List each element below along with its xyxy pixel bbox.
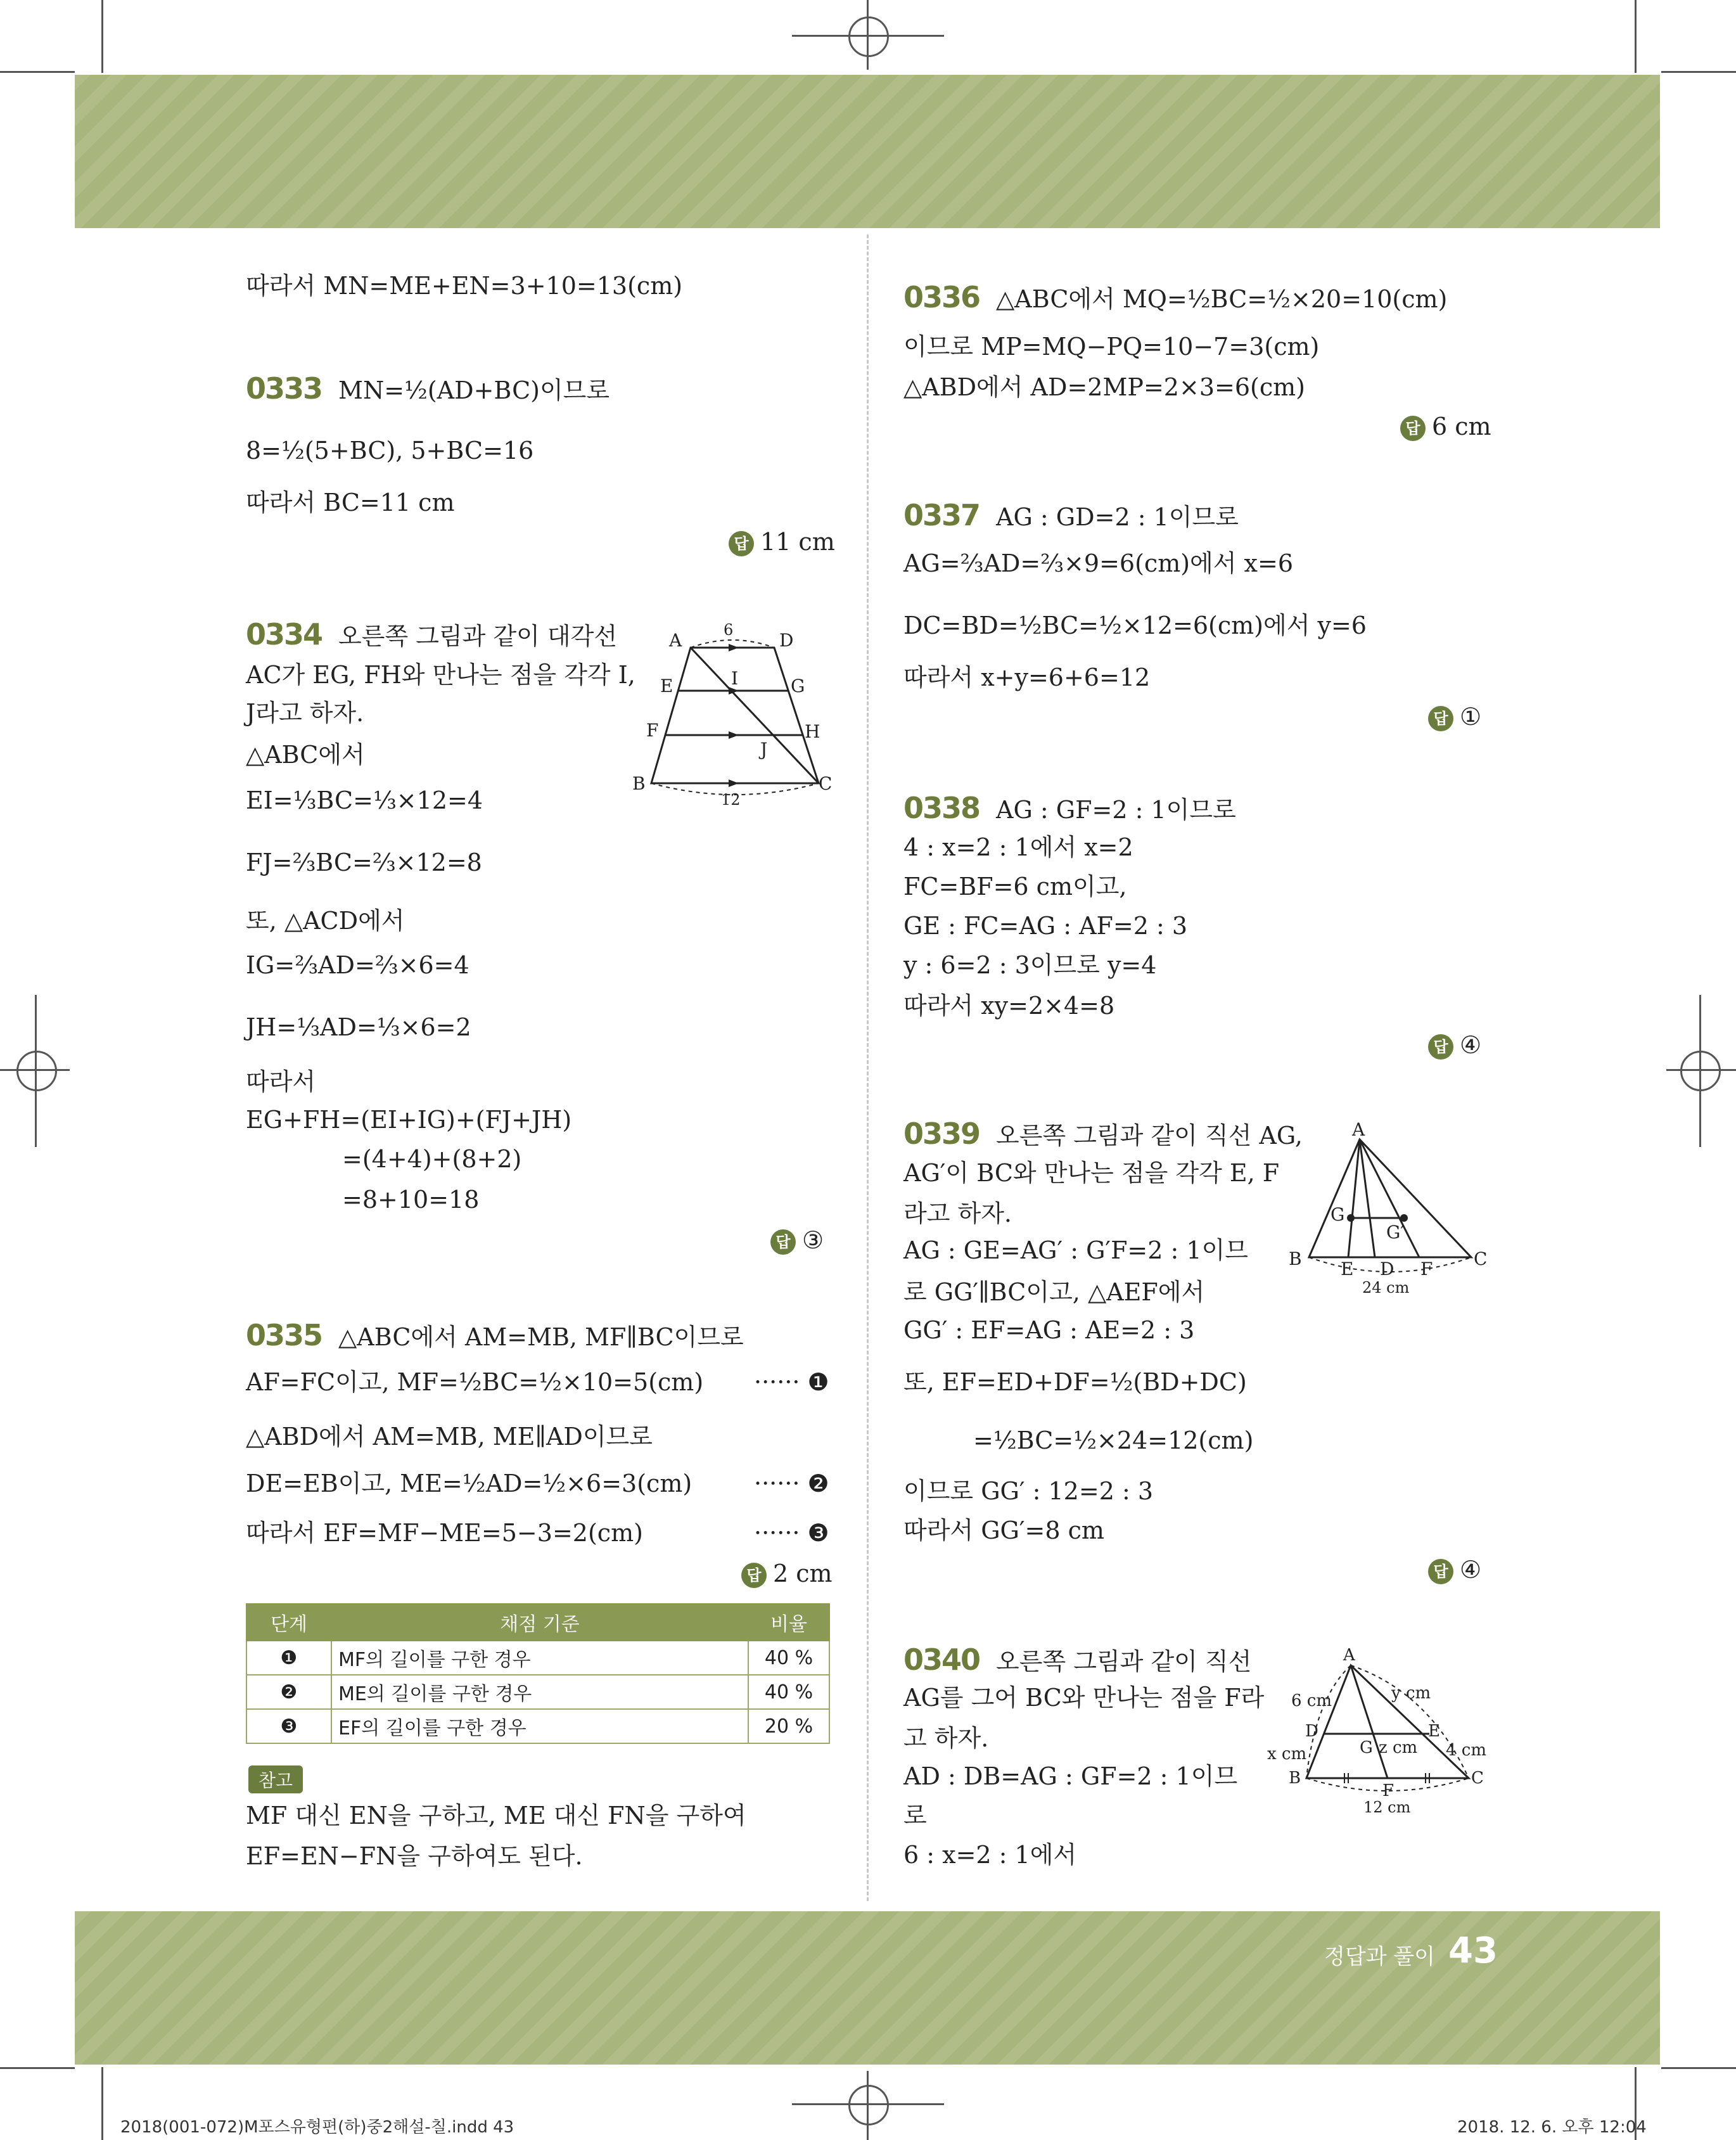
label-C: C [819,773,833,794]
label-H: H [805,721,820,742]
registration-mark [16,1051,57,1091]
label-F: F [1420,1259,1433,1279]
triangle-figure-0340 [1265,1641,1499,1825]
text-line: AG : GE=AG′ : G′F=2 : 1이므 [903,1236,1249,1264]
label-G: G [1331,1204,1345,1225]
crop-mark [0,2067,75,2069]
step-marker: ······ ❶ [754,1368,829,1396]
label-B: B [632,773,646,794]
answer-badge-icon: 답 [1428,706,1453,731]
crop-mark [792,2103,944,2105]
page-number: 43 [1448,1930,1498,1971]
text-line: EF=EN−FN을 구하여도 된다. [246,1842,583,1870]
text-line: 오른쪽 그림과 같이 대각선 [338,622,618,650]
problem-0340-header [903,1645,1251,1676]
crop-mark [101,0,103,73]
note-tag: 참고 [248,1765,303,1793]
table-row: ❸ EF의 길이를 구한 경우 20 % [246,1709,829,1743]
text-line: IG=⅔AD=⅔×6=4 [246,951,469,979]
crop-mark [867,2071,869,2140]
problem-number: 0335 [246,1318,322,1352]
text-line: 따라서 [246,1068,316,1096]
text-line: FC=BF=6 cm이고, [903,873,1127,900]
problem-number: 0340 [903,1643,980,1677]
answer-badge-icon: 답 [741,1563,767,1588]
table-row: ❶ MF의 길이를 구한 경우 40 % [246,1641,829,1675]
label-F: F [1382,1781,1395,1800]
label-base: 24 cm [1362,1279,1410,1297]
text-line: JH=⅓AD=⅓×6=2 [246,1013,471,1041]
label-6cm: 6 cm [1291,1691,1332,1710]
label-G: G [1360,1738,1373,1757]
label-ycm: y cm [1391,1684,1431,1703]
label-12cm: 12 cm [1363,1798,1411,1816]
text-line: EI=⅓BC=⅓×12=4 [246,786,483,814]
answer-badge-icon: 답 [770,1229,796,1255]
text-line: 로 [903,1802,927,1829]
text-line: 오른쪽 그림과 같이 직선 AG, [996,1122,1303,1150]
text-line: 4 : x=2 : 1에서 x=2 [903,833,1133,861]
text-line: 따라서 x+y=6+6=12 [903,663,1151,691]
text-line: FJ=⅔BC=⅔×12=8 [246,849,482,876]
table-header: 단계 [246,1604,331,1641]
label-A: A [1343,1646,1355,1665]
text-line: 따라서 GG′=8 cm [903,1516,1104,1544]
text-line: AC가 EG, FH와 만나는 점을 각각 I, [246,661,635,689]
problem-0333-header [246,371,610,406]
file-info: 2018(001-072)M포스유형편(하)중2해설-칠.indd 43 [120,2118,514,2137]
problem-number: 0338 [903,791,980,825]
text-line: =8+10=18 [342,1186,480,1214]
problem-0335-header [246,1318,744,1352]
label-4cm: 4 cm [1446,1741,1487,1760]
print-date: 2018. 12. 6. 오후 12:04 [1457,2118,1647,2137]
label-D: D [1380,1259,1395,1279]
label-B: B [1289,1769,1301,1788]
table-header: 채점 기준 [331,1604,748,1641]
text-line: 6 : x=2 : 1에서 [903,1841,1077,1869]
label-J: J [760,739,768,760]
text-line: =½BC=½×24=12(cm) [973,1426,1254,1454]
text-line: 따라서 xy=2×4=8 [903,992,1115,1020]
label-E: E [1341,1259,1354,1279]
text-line: AG : GD=2 : 1이므로 [996,503,1239,531]
table-header: 비율 [748,1604,829,1641]
crop-mark [792,35,944,37]
label-G-prime: G′ [1386,1222,1405,1243]
text-line: EG+FH=(EI+IG)+(FJ+JH) [246,1106,572,1134]
text-line: 따라서 BC=11 cm [246,489,455,516]
text-line: 오른쪽 그림과 같이 직선 [996,1648,1252,1675]
text-line: 따라서 MN=ME+EN=3+10=13(cm) [246,272,683,300]
answer: 답 11 cm [729,527,835,556]
text-line: 고 하자. [903,1724,989,1752]
text-line: 8=½(5+BC), 5+BC=16 [246,437,534,465]
answer-badge-icon: 답 [1428,1559,1453,1584]
label-B: B [1289,1248,1302,1269]
text-line: 따라서 EF=MF−ME=5−3=2(cm) [246,1519,643,1547]
scoring-table [246,1603,830,1744]
text-line: 또, EF=ED+DF=½(BD+DC) [903,1368,1247,1396]
problem-0339-header [903,1119,1303,1150]
answer-badge-icon: 답 [729,531,754,556]
text-line: △ABC에서 MQ=½BC=½×20=10(cm) [996,285,1448,313]
text-line: AG=⅔AD=⅔×9=6(cm)에서 x=6 [903,549,1293,577]
registration-mark [848,16,889,57]
text-line: 로 GG′∥BC이고, △AEF에서 [903,1278,1205,1306]
text-line: MF 대신 EN을 구하고, ME 대신 FN을 구하여 [246,1802,746,1829]
text-line: AD : DB=AG : GF=2 : 1이므 [903,1762,1238,1790]
problem-0334-header [246,617,618,651]
problem-0338-header [903,793,1236,824]
answer: 답 2 cm [741,1559,833,1588]
step-marker: ······ ❷ [754,1470,829,1497]
label-bottom: 12 [721,791,741,809]
text-line: △ABC에서 AM=MB, MF∥BC이므로 [338,1323,744,1351]
problem-number: 0337 [903,498,980,532]
crop-mark [1666,1069,1736,1071]
crop-mark [1635,0,1637,73]
registration-mark [848,2085,889,2125]
label-F: F [646,720,659,741]
text-line: 또, △ACD에서 [246,907,405,935]
step-marker: ······ ❸ [754,1519,829,1547]
text-line: △ABD에서 AD=2MP=2×3=6(cm) [903,373,1305,401]
label-E: E [1428,1722,1440,1741]
label-zcm: z cm [1379,1738,1418,1757]
answer-badge-icon: 답 [1428,1034,1453,1060]
crop-mark [0,71,75,73]
text-line: 라고 하자. [903,1200,1012,1227]
triangle-figure-0339 [1280,1115,1495,1305]
text-line: GE : FC=AG : AF=2 : 3 [903,912,1188,940]
text-line: 이므로 GG′ : 12=2 : 3 [903,1477,1154,1505]
label-I: I [731,668,739,689]
trapezoid-figure [627,621,843,811]
label-D: D [779,630,794,651]
column-divider [867,234,869,1901]
problem-number: 0333 [246,371,322,406]
text-line: △ABD에서 AM=MB, ME∥AD이므로 [246,1423,653,1451]
text-line: MN=½(AD+BC)이므로 [338,376,610,404]
answer: 답 ④ [1428,1555,1481,1584]
label-A: A [1352,1119,1365,1140]
label-G: G [791,676,805,696]
text-line: DC=BD=½BC=½×12=6(cm)에서 y=6 [903,612,1367,639]
text-line: 이므로 MP=MQ−PQ=10−7=3(cm) [903,333,1320,361]
crop-mark [101,2067,103,2140]
header-band [75,75,1660,228]
text-line: J라고 하자. [246,699,364,727]
crop-mark [1699,995,1701,1147]
label-xcm: x cm [1267,1745,1307,1764]
crop-mark [35,995,37,1147]
text-line: =(4+4)+(8+2) [342,1145,522,1173]
problem-0336-header [903,280,1448,314]
text-line: △ABC에서 [246,741,365,769]
label-E: E [660,676,673,696]
problem-number: 0336 [903,280,980,314]
label-A: A [669,630,682,651]
text-line: DE=EB이고, ME=½AD=½×6=3(cm) [246,1470,692,1497]
text-line: AG를 그어 BC와 만나는 점을 F라 [903,1684,1265,1712]
label-C: C [1474,1248,1488,1269]
problem-number: 0334 [246,617,322,651]
label-D: D [1305,1722,1318,1741]
footer-band [75,1911,1660,2065]
text-line: AG : GF=2 : 1이므로 [996,796,1236,824]
problem-number: 0339 [903,1117,980,1151]
text-line: GG′ : EF=AG : AE=2 : 3 [903,1316,1195,1344]
crop-mark [1661,2067,1736,2069]
answer: 답 ③ [770,1226,824,1255]
problem-0337-header [903,498,1239,532]
answer: 답 6 cm [1400,412,1491,441]
crop-mark [1661,71,1736,73]
label-C: C [1471,1769,1484,1788]
text-line: AG′이 BC와 만나는 점을 각각 E, F [903,1159,1280,1187]
text-line: AF=FC이고, MF=½BC=½×10=5(cm) [246,1368,704,1396]
section-label: 정답과 풀이 [1324,1944,1436,1970]
answer: 답 ① [1428,702,1481,731]
table-row: ❷ ME의 길이를 구한 경우 40 % [246,1675,829,1709]
answer: 답 ④ [1428,1030,1481,1060]
text-line: y : 6=2 : 3이므로 y=4 [903,951,1157,979]
answer-badge-icon: 답 [1400,416,1426,441]
label-top: 6 [724,621,734,639]
